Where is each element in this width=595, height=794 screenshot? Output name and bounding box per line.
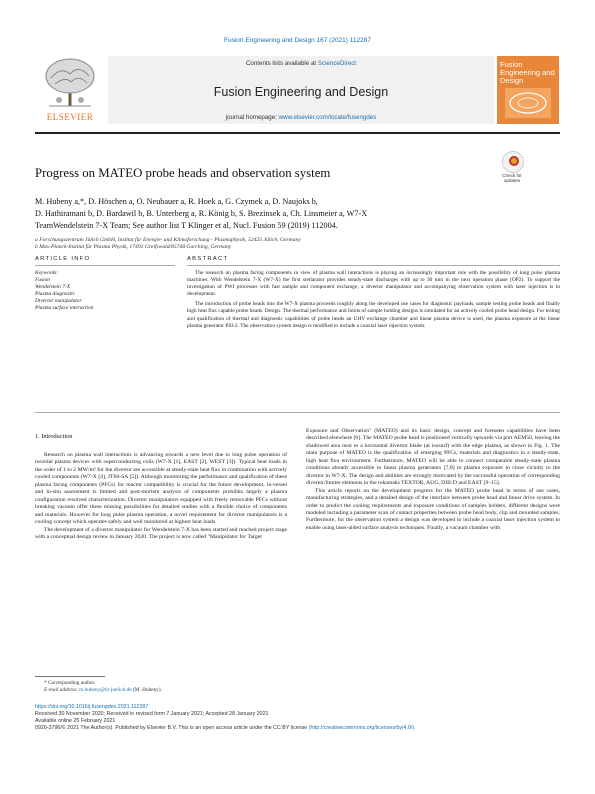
check-for-updates-badge[interactable] (500, 151, 524, 185)
abstract-rule (187, 265, 560, 266)
check-updates-icon (502, 151, 524, 173)
badge-label: Check for updates (502, 173, 522, 184)
keyword-item: Wendelstein 7-X (35, 284, 70, 290)
license-text: 0920-3796/© 2021 The Author(s). Published by Elsevier B.V. This is an open access article under the CC BY license (35, 725, 308, 731)
keyword-item: Plasma surface interaction (35, 305, 94, 311)
available-online: Available online 25 February 2021 (35, 718, 116, 724)
journal-title: Fusion Engineering and Design (213, 85, 389, 99)
right-column (306, 428, 560, 532)
article-info-heading: ARTICLE INFO (35, 256, 91, 262)
header-rule (35, 132, 560, 134)
body-paragraph: This article reports on the development progress for the MATEO probe head in terms of use cases, manufacturing strategies, and a detailed design of the interface between probe head and linear drive system. In order to predict the cooling requirements and exposure conditions of samples holders, different designs were modeled including a parameter scan of contact properties between probe head body, clip and mounted samples. Furthermore, for the observation system a design was developed to include a coaxial laser injection system to enable using laser-aided surface analysis techniques. Finally, a vacuum chamber with (306, 487, 560, 531)
abstract-paragraph-2: The introduction of probe heads into the W7-X plasma proceeds roughly along the developed use cases for diagnostic payloads, sample testing probe heads and finally high heat flux capable probe heads. Design. The thermal performance and limits of sample holding designs is simulated for an actively cooled probe head design. For testing and qualification of thermal and diagnostic capabilities of probe heads an UHV exchange chamber and linear plasma device is used, the plasma exposure at the linear plasma generator PSI-2. The observation system design is modified to include a coaxial laser injection system. (187, 301, 560, 329)
homepage-line (108, 114, 494, 121)
email-prefix: E-mail address: (44, 687, 78, 693)
email-link[interactable]: m.hubeny@fz-juelich.de (79, 687, 132, 693)
contents-line (108, 60, 494, 67)
abstract-bottom-rule (35, 412, 560, 413)
corresponding-author-note: * Corresponding author. (44, 680, 96, 686)
keyword-item: Fusion (35, 277, 50, 283)
cover-title: Fusion Engineering and Design (500, 60, 555, 85)
authors-line-3: TeamWendelstein 7-X Team; See author list T Klinger et al, Nucl. Fusion 59 (2019) 112004. (35, 221, 338, 231)
author-list (35, 196, 555, 233)
abstract-heading: ABSTRACT (187, 256, 229, 262)
email-note (44, 687, 162, 694)
cover-art-icon (505, 88, 551, 118)
elsevier-tree-icon (41, 56, 99, 110)
body-paragraph: Exposure and Observation" (MATEO) and its basic design, concept and foreseen capabilities have been described elsewhere [6]. The MATEO probe head is positioned vertically upwards via port AEM50, leaving the shadowed area next to a horizontal divertor blade (at isosurf) with the edge plasma, as shown in Fig. 1. The main purpose of MATEO is the qualification of emerging PFCs, materials and diagnostics in a steady-state, high heat flux environment. Furthermore, MATEO will be able to connect comparable steady-state plasma conditions already accessible in linear plasma generators [7,8] to plasma exposure in close vicinity to the divertor in W7-X. The design and abilities are strongly motivated by the successful operation of corresponding divertor/limiter elements in the tokamaks TEXTOR, AUG, DIII-D and EAST [9–15]. (306, 428, 560, 487)
sciencedirect-link[interactable]: ScienceDirect (317, 60, 357, 67)
keywords-label: Keywords: (35, 270, 59, 276)
received-dates: Received 30 November 2020; Received in revised form 7 January 2021; Accepted 28 January 2021 (35, 711, 269, 717)
keyword-item: Plasma diagnostic (35, 291, 75, 297)
email-suffix: (M. Hubeny). (133, 687, 162, 693)
keyword-item: Divertor manipulator (35, 298, 82, 304)
homepage-prefix: journal homepage: (225, 114, 277, 121)
abstract-body (187, 270, 560, 333)
authors-line-1: M. Hubeny a,*, D. Höschen a, O. Neubauer a, R. Hoek a, G. Czymek a, D. Naujoks b, (35, 197, 318, 206)
abstract-paragraph-1: The research on plasma facing components in view of plasma wall interactions is playing an increasingly important role with the possibility of long pulse plasma machines. With Wendelstein 7-X (W7-X) the first stellarator provides steady-state discharges with up to 30 min in the next operation phase (OP2). To support the investigation of PWI processes with fast sample and component exchange, a divertor manipulator and accompanying observation system with laser injection is in development. (187, 270, 560, 298)
body-paragraph: The development of a divertor manipulator for Wendelstein 7-X has been started and reached project stage with a conceptual design review in January 2020. The project is now called "Manipulator for Target (35, 526, 287, 540)
elsevier-logo (35, 56, 105, 124)
license-link[interactable]: (http://creativecommons.org/licenses/by/4.0/). (308, 725, 416, 731)
doi-link[interactable]: https://doi.org/10.1016/j.fusengdes.2021.112287 (35, 704, 149, 710)
authors-line-2: D. Hathiramani b, D. Bardawil b, B. Unterberg a, R. König b, S. Brezinsek a, Ch. Linsmeier a, W7-X (35, 209, 368, 219)
section-heading: 1. Introduction (35, 433, 73, 440)
contents-prefix: Contents lists available at (245, 60, 317, 67)
article-title: Progress on MATEO probe heads and observation system (35, 166, 331, 180)
left-column (35, 452, 287, 541)
affiliation-b: b Max-Planck-Institut für Plasma Physik, 17491 Greifswald/85748 Garching, Germany (35, 244, 232, 250)
license-line (35, 725, 560, 732)
body-paragraph: Research on plasma wall interactions is advancing towards a new level due to long pulse operation of toroidal plasma devices with superconducting coils (W7-X [1], EAST [2], WEST [3]). Typical heat loads in the order of 1 to 2 MW/m² for the divertor are accessible at steady-state heat flux in combination with actively cooled components (W7-X [4], JT60-SA [5]). Although monitoring the performance and qualification of these plasma facing components (PFCs) for reactor compatibility is crucial for the future development, in-vessel and in-situ assessment is limited and post-mortem analysis of components prohibits largely a plasma configuration resolved characterization. Divertor manipulators equipped with freely removable PFCs without breaking vacuum offer these missing possibilities for detailed studies with a flexible choice of components and materials. However for long pulse plasma operation, a novel requirement for divertor manipulators is a cooling concept which operates safely and well monitored at highest heat loads. (35, 452, 287, 526)
article-info-rule (35, 265, 175, 266)
journal-cover-image (497, 56, 559, 124)
footnote-rule (35, 676, 105, 677)
affiliation-a: a Forschungszentrum Jülich GmbH, Institut für Energie- und Klimaforschung - Plasmaphysik, 52425 Jülich, Germany (35, 237, 301, 243)
publisher-name: ELSEVIER (46, 112, 94, 122)
journal-reference[interactable]: Fusion Engineering and Design 167 (2021) 112287 (224, 37, 371, 44)
homepage-link[interactable]: www.elsevier.com/locate/fusengdes (278, 114, 377, 121)
